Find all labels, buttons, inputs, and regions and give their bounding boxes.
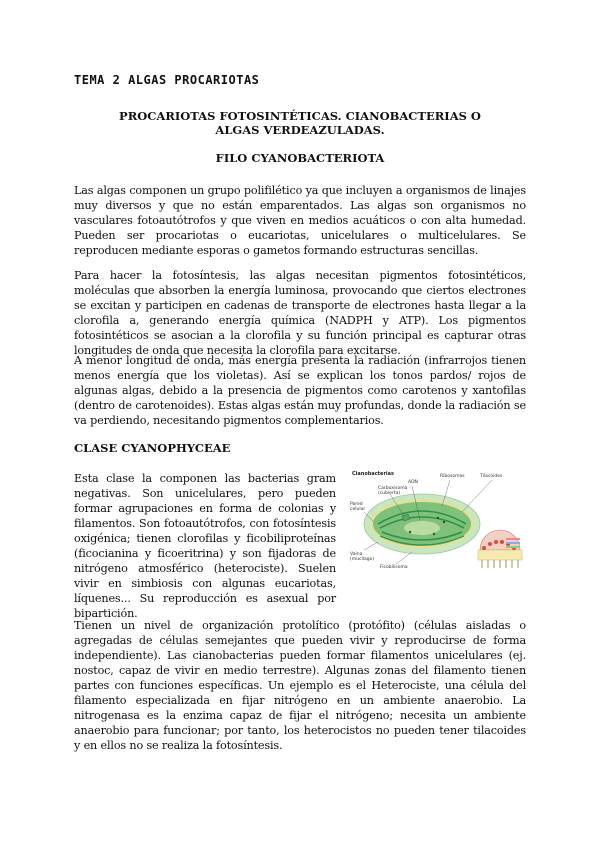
figure-title: Cianobacterias <box>352 471 394 477</box>
label-tilacoides: Tilacoides <box>480 474 503 479</box>
phylum-heading: FILO CYANOBACTERIOTA <box>215 151 385 165</box>
label-pared: Pared celular <box>350 502 366 512</box>
cyanobacteria-diagram <box>350 472 526 582</box>
label-carboxisoma: Carboxisoma (cubierta) <box>378 486 408 496</box>
thylakoid-detail-inset <box>478 530 522 568</box>
topic-title: TEMA 2 ALGAS PROCARIOTAS <box>74 73 260 87</box>
paragraph-wavelength: A menor longitud de onda, más energía presenta la radiación (infrarrojos tienen menos energía que los violetas). Así se explican los tonos pardos/ rojos de algunas algas, debido a la presencia de pigmentos como carotenos y xantofilas (dentro de carotenoides). Estas algas están muy profundas, donde la radiación se va perdiendo, necesitando pigmentos complementarios. <box>74 354 526 427</box>
paragraph-class-description: Esta clase la componen las bacterias gram negativas. Son unicelulares, pero pueden formar agrupaciones en forma de colonias y filamentos. Son fotoautótrofos, con fotosíntesis oxigénica; tienen clorofilas y ficobiliproteínas (ficocianina y ficoeritrina) y son fijadoras de nitrógeno atmosférico (heterociste). Suelen vivir en simbiosis con algunas eucariotas, líquenes... Su reproducción es asexual por bipartición. <box>74 472 336 620</box>
label-adn: ADN <box>408 480 418 485</box>
cyanobacteria-illustration <box>350 472 526 582</box>
class-heading: CLASE CYANOPHYCEAE <box>74 441 231 455</box>
label-ficobilisoma: Ficobilisoma <box>380 565 408 570</box>
label-vaina: Vaina (mucílago) <box>350 552 375 562</box>
paragraph-organization: Tienen un nivel de organización protolítico (protófito) (células aisladas o agregadas de células semejantes que pueden vivir y reproducirse de forma independiente). Las cianobacterias pueden formar filamentos unicelulares (ej. nostoc, capaz de vivir en medio terrestre). Algunas zonas del filamento tienen partes con funciones específicas. Un ejemplo es el Heterociste, una célula del filamento especializada en fijar nitrógeno en un ambiente anaerobio. La nitrogenasa es la enzima capaz de fijar el nitrógeno; necesita un ambiente anaerobio para funcionar; por tanto, los heterocistos no pueden tener tilacoides y en ellos no se realiza la fotosíntesis. <box>74 619 526 752</box>
section-heading: PROCARIOTAS FOTOSINTÉTICAS. CIANOBACTERIAS O ALGAS VERDEAZULADAS. <box>119 109 481 137</box>
paragraph-algae-definition: Las algas componen un grupo polifilético ya que incluyen a organismos de linajes muy diversos y que no están emparentados. Las algas son organismos no vasculares fotoautótrofos y que viven en medios acuáticos o con alta humedad. Pueden ser procariotas o eucariotas, unicelulares o multicelulares. Se reproducen mediante esporas o gametos formando estructuras sencillas. <box>74 184 526 257</box>
label-ribosomas: Ribosomas <box>440 474 465 479</box>
paragraph-photosynthesis: Para hacer la fotosíntesis, las algas necesitan pigmentos fotosintéticos, moléculas que absorben la energía luminosa, provocando que ciertos electrones se excitan y participen en cadenas de transporte de electrones hasta llegar a la clorofila a, generando energía química (NADPH y ATP). Los pigmentos fotosintéticos se asocian a la clorofila y su función principal es capturar otras longitudes de onda que necesita la clorofila para excitarse. <box>74 269 526 357</box>
